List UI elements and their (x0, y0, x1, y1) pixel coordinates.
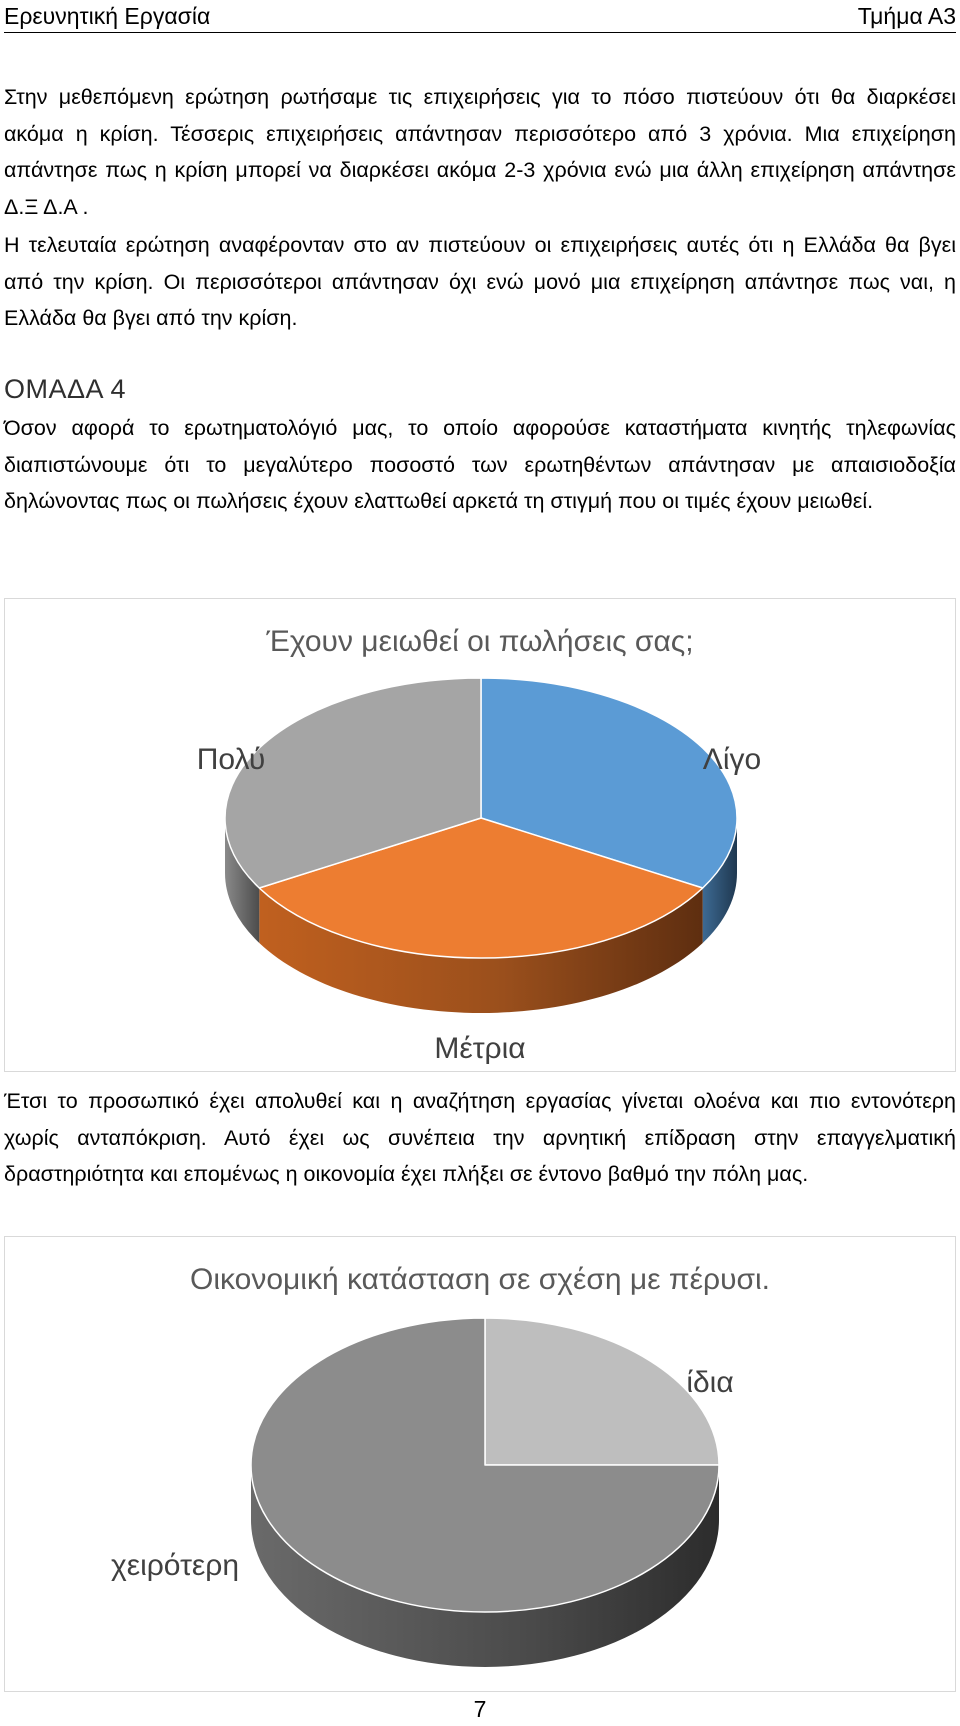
economic-situation-chart (4, 1236, 956, 1692)
paragraph-crisis-duration: Στην μεθεπόμενη ερώτηση ρωτήσαμε τις επιχειρήσεις για το πόσο πιστεύουν ότι θα διαρκέσει ακόμα η κρίση. Τέσσερις επιχειρήσεις απάντησαν περισσότερο από 3 χρόνια. Μια επιχείρηση απάντησε πως η κρίση μπορεί να διαρκέσει ακόμα 2-3 χρόνια ενώ μια άλλη επιχείρηση απάντησε Δ.Ξ Δ.Α . (4, 85, 956, 219)
page-header (4, 0, 956, 33)
header-class-name: Τμήμα Α3 (857, 2, 956, 29)
sales-decrease-chart (4, 598, 956, 1072)
economy-label-cheiroteri: χειρότερη (110, 1549, 240, 1582)
sales-label-ligo: Λίγο (702, 743, 762, 776)
sales-label-poly: Πολύ (196, 743, 266, 776)
sales-pie-slices (225, 678, 737, 958)
economy-label-idia: ίδια (686, 1366, 734, 1399)
sales-decrease-pie-svg (5, 599, 955, 1071)
paragraph-survey-summary: Όσον αφορά το ερωτηματολόγιό μας, το οποίο αφορούσε καταστήματα κινητής τηλεφωνίας διαπιστώνουμε ότι το μεγαλύτερο ποσοστό των ερωτηθέντων απάντησαν με απαισιοδοξία δηλώνοντας πως οι πωλήσεις έχουν ελαττωθεί αρκετά τη στιγμή που οι τιμές έχουν μειωθεί. (4, 416, 956, 513)
economy-chart-title: Οικονομική κατάσταση σε σχέση με πέρυσι. (190, 1263, 770, 1296)
economic-situation-pie-svg (5, 1237, 955, 1691)
economy-pie-slices (251, 1318, 719, 1612)
header-document-title: Ερευνητική Εργασία (4, 2, 211, 29)
paragraph-consequences: Έτσι το προσωπικό έχει απολυθεί και η αναζήτηση εργασίας γίνεται ολοένα και πιο εντονότερη χωρίς ανταπόκριση. Αυτό έχει ως συνέπεια την αρνητική επίδραση στην επαγγελματική δραστηριότητα και επομένως η οικονομία έχει πλήξει σε έντονο βαθμό την πόλη μας. (4, 1089, 956, 1186)
economy-pie-slice-0 (485, 1318, 719, 1465)
sales-chart-title: Έχουν μειωθεί οι πωλήσεις σας; (266, 625, 694, 658)
section-heading-group-4: ΟΜΑΔΑ 4 (4, 374, 127, 404)
paragraph-greece-exit: Η τελευταία ερώτηση αναφέρονταν στο αν πιστεύουν οι επιχειρήσεις αυτές ότι η Ελλάδα θα βγει από την κρίση. Οι περισσότεροι απάντησαν όχι ενώ μονό μια επιχείρηση απάντησε πως ναι, η Ελλάδα θα βγει από την κρίση. (4, 233, 956, 330)
page-number: 7 (473, 1696, 487, 1722)
sales-label-metria: Μέτρια (434, 1032, 526, 1065)
